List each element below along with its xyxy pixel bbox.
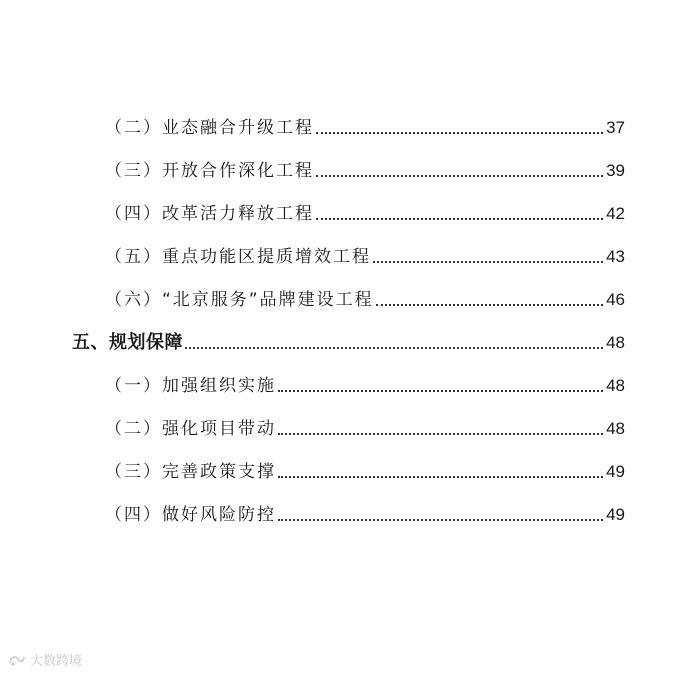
toc-entry-label: （五）重点功能区提质增效工程: [105, 247, 371, 267]
toc-page-number: 49: [606, 462, 625, 481]
toc-page-number: 37: [606, 118, 625, 137]
dot-leader: [316, 218, 603, 220]
toc-page-number: 48: [606, 419, 625, 438]
dot-leader: [185, 347, 603, 349]
toc-page-number: 48: [606, 376, 625, 395]
dot-leader: [376, 304, 603, 306]
toc-entry-label: （三）开放合作深化工程: [105, 161, 314, 181]
toc-entry-label: （二）强化项目带动: [105, 419, 276, 439]
toc-chapter-entry[interactable]: [72, 323, 625, 353]
toc-page-number: 43: [606, 247, 625, 266]
toc-entry[interactable]: [105, 237, 625, 267]
toc-entry[interactable]: [105, 151, 625, 181]
dot-leader: [278, 476, 603, 478]
watermark-text: 大数跨境: [30, 654, 83, 669]
watermark: [8, 650, 82, 669]
toc-entry-label: （二）业态融合升级工程: [105, 118, 314, 138]
dot-leader: [316, 132, 603, 134]
toc-entry[interactable]: [105, 495, 625, 525]
dot-leader: [278, 519, 603, 521]
toc-entry-label: （一）加强组织实施: [105, 376, 276, 396]
toc-entry[interactable]: [105, 108, 625, 138]
toc-entry[interactable]: [105, 194, 625, 224]
watermark-logo-icon: [8, 653, 26, 667]
toc-entry-label: （四）做好风险防控: [105, 505, 276, 525]
toc-entry[interactable]: [105, 366, 625, 396]
toc-page-number: 48: [606, 333, 625, 352]
toc-page-number: 46: [606, 290, 625, 309]
toc-entry[interactable]: [105, 452, 625, 482]
toc-page-number: 42: [606, 204, 625, 223]
dot-leader: [278, 390, 603, 392]
dot-leader: [316, 175, 603, 177]
dot-leader: [373, 261, 603, 263]
toc-page-number: 49: [606, 505, 625, 524]
toc-entry[interactable]: [105, 409, 625, 439]
toc-entry-label: （三）完善政策支撑: [105, 462, 276, 482]
dot-leader: [278, 433, 603, 435]
toc-chapter-label: 五、规划保障: [72, 332, 183, 353]
toc-page-number: 39: [606, 161, 625, 180]
toc-entry[interactable]: [105, 280, 625, 310]
toc-entry-label: （四）改革活力释放工程: [105, 204, 314, 224]
toc-entry-label: （六）“北京服务”品牌建设工程: [105, 290, 374, 310]
